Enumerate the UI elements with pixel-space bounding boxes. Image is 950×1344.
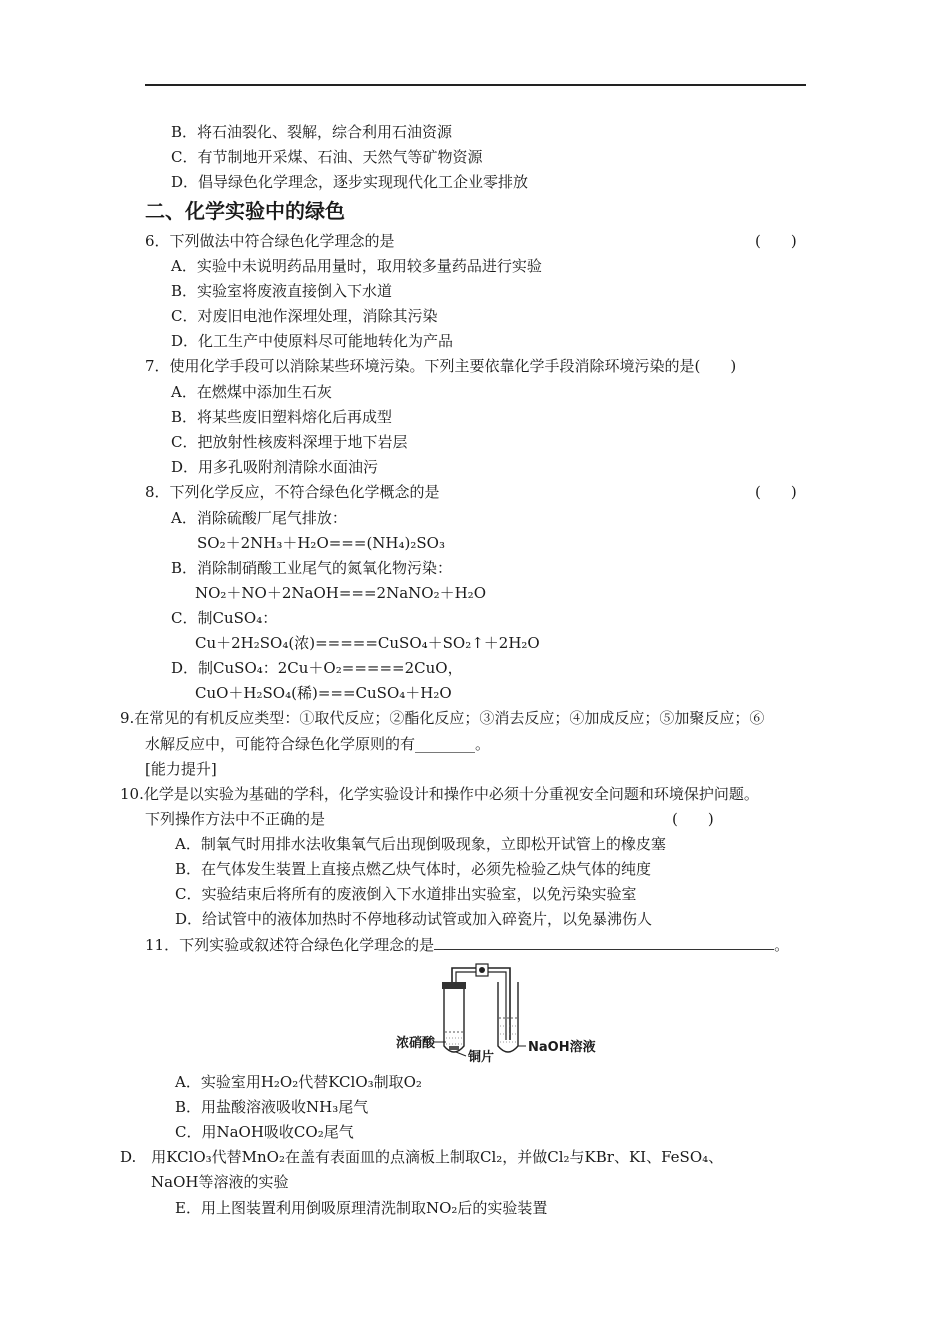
q10-answer-paren: ( ) [672,810,714,828]
q7-stem: 7．使用化学手段可以消除某些环境污染。下列主要依靠化学手段消除环境污染的是( ) [145,357,737,375]
q11-option-b: B．用盐酸溶液吸收NH₃尾气 [175,1098,369,1116]
q10-option-b: B．在气体发生装置上直接点燃乙炔气体时，必须先检验乙炔气体的纯度 [175,860,652,878]
q6-stem: 6．下列做法中符合绿色化学理念的是 [145,232,395,250]
q7-option-d: D．用多孔吸附剂清除水面油污 [171,458,379,476]
q8-option-d [171,658,463,678]
q10-option-a: A．制氧气时用排水法收集氧气后出现倒吸现象，立即松开试管上的橡皮塞 [175,835,666,853]
q8-option-c [171,608,277,628]
q10-option-c: C．实验结束后将所有的废液倒入下水道排出实验室，以免污染实验室 [175,885,637,903]
q10-line1: 10.化学是以实验为基础的学科，化学实验设计和操作中必须十分重视安全问题和环境保护问题。 [120,785,759,803]
q8-option-d-label: D．制 [171,659,214,677]
q8-option-a: A．消除硫酸厂尾气排放： [171,509,347,527]
q11-option-a: A．实验室用H₂O₂代替KClO₃制取O₂ [175,1073,422,1091]
q11-answer-blank [434,935,774,950]
q6-option-a: A．实验中未说明药品用量时，取用较多量药品进行实验 [171,257,542,275]
q8-answer-paren: ( ) [755,483,797,501]
q5-option-d: D．倡导绿色化学理念，逐步实现现代化工企业零排放 [171,173,529,191]
q7-option-a: A．在燃煤中添加生石灰 [171,383,332,401]
q11-stem [145,935,789,955]
q8-option-b: B．消除制硝酸工业尾气的氮氧化物污染： [171,559,453,577]
q11-stem-text: 11．下列实验或叙述符合绿色化学理念的是 [145,936,435,954]
q9-line1: 9.在常见的有机反应类型：①取代反应；②酯化反应；③消去反应；④加成反应；⑤加聚反应；⑥ [120,709,765,727]
q9-line2: 水解反应中，可能符合绿色化学原则的有________。 [145,735,491,753]
q8-option-d-head: CuSO₄：2Cu＋O₂=====2CuO， [213,659,463,677]
q11-option-e: E．用上图装置利用倒吸原理清洗制取NO₂后的实验装置 [175,1199,548,1217]
q11-option-c: C．用NaOH吸收CO₂尾气 [175,1123,354,1141]
q6-option-d: D．化工生产中使原料尽可能地转化为产品 [171,332,454,350]
header-rule [145,84,806,86]
q10-line2: 下列操作方法中不正确的是 [145,810,326,828]
q5-option-c: C．有节制地开采煤、石油、天然气等矿物资源 [171,148,483,166]
label-naoh-solution: NaOH溶液 [528,1040,596,1055]
q5-option-b: B．将石油裂化、裂解，综合利用石油资源 [171,123,453,141]
q8-option-c-label: C．制 [171,609,213,627]
q11-stem-end: 。 [774,936,790,954]
section-tag-ability: [能力提升] [145,760,217,778]
q11-option-d-line2: NaOH等溶液的实验 [151,1173,289,1191]
q6-option-c: C．对废旧电池作深埋处理，消除其污染 [171,307,438,325]
apparatus-figure [394,960,594,1065]
section-title: 二、化学实验中的绿色 [145,199,345,223]
q8-equation-b: NO₂＋NO＋2NaOH===2NaNO₂＋H₂O [195,584,486,602]
q8-option-c-head: CuSO₄： [212,609,278,627]
q6-answer-paren: ( ) [755,232,797,250]
q7-option-b: B．将某些废旧塑料熔化后再成型 [171,408,393,426]
label-copper-sheet: 铜片 [468,1050,495,1065]
label-concentrated-nitric-acid: 浓硝酸 [396,1036,436,1051]
q6-option-b: B．实验室将废液直接倒入下水道 [171,282,393,300]
q8-equation-a: SO₂＋2NH₃＋H₂O===(NH₄)₂SO₃ [197,534,445,552]
q11-option-d-line1: D. 用KClO₃代替MnO₂在盖有表面皿的点滴板上制取Cl₂，并做Cl₂与KBr、KI、FeSO₄、 [120,1148,724,1166]
q8-stem: 8．下列化学反应，不符合绿色化学概念的是 [145,483,440,501]
q7-option-c: C．把放射性核废料深埋于地下岩层 [171,433,408,451]
q8-equation-d: CuO＋H₂SO₄(稀)===CuSO₄＋H₂O [195,684,452,702]
q10-option-d: D．给试管中的液体加热时不停地移动试管或加入碎瓷片，以免暴沸伤人 [175,910,653,928]
q8-equation-c: Cu＋2H₂SO₄(浓)=====CuSO₄＋SO₂↑＋2H₂O [195,634,540,652]
